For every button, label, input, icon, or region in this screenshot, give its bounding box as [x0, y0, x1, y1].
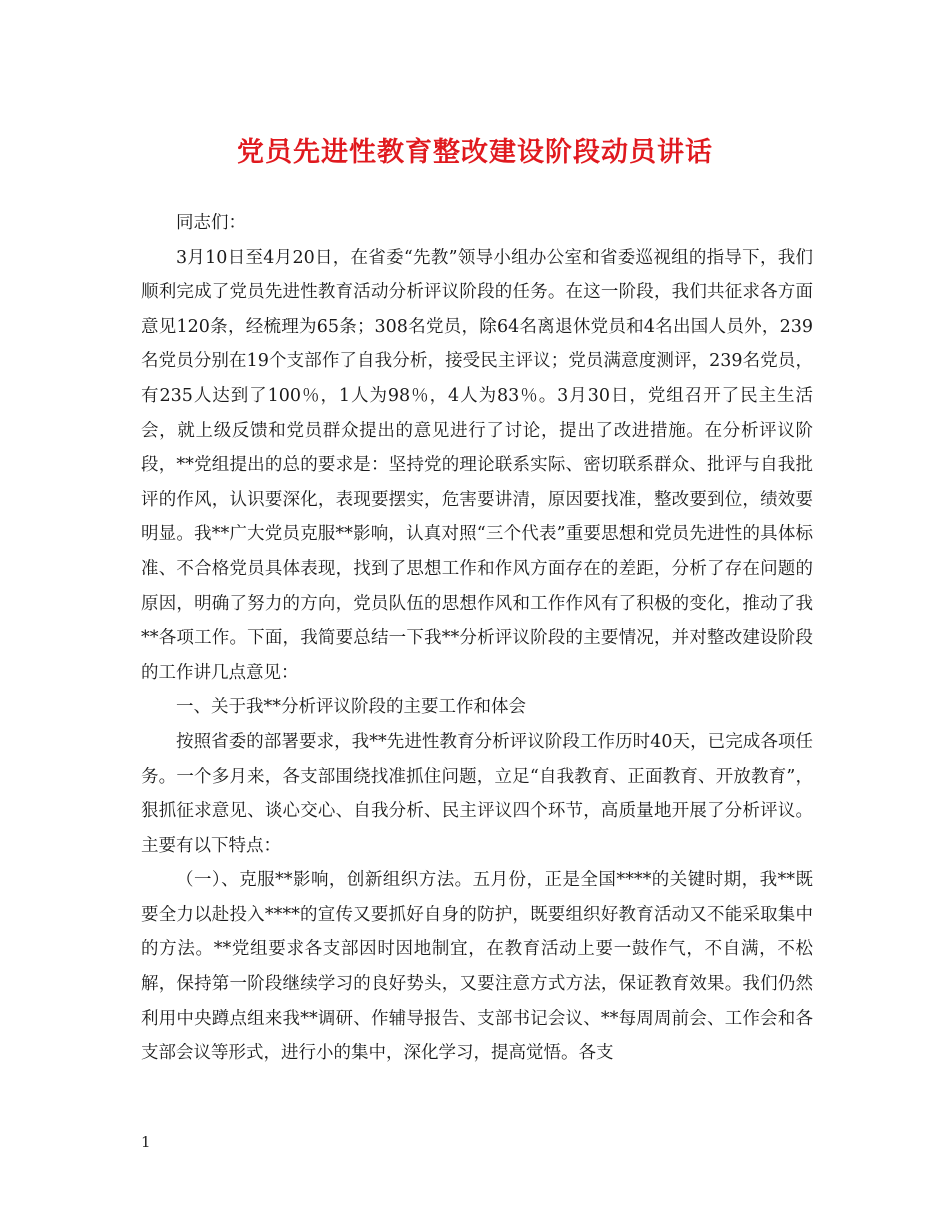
salutation: 同志们： — [176, 213, 246, 233]
document-body — [141, 206, 813, 1071]
paragraph-point-one: （一）、克服**影响，创新组织方法。五月份，正是全国****的关键时期，我**既要全力以赴投入****的宣传又要抓好自身的防护，既要组织好教育活动又不能采取集中的方法。**党组要求各支部因时因地制宜，在教育活动上要一鼓作气，不自满，不松解，保持第一阶段继续学习的良好势头，又要注意方式方法，保证教育效果。我们仍然利用中央蹲点组来我**调研、作辅导报告、支部书记会议、**每周周前会、工作会和各支部会议等形式，进行小的集中，深化学习，提高觉悟。各支 — [141, 870, 813, 1064]
paragraph-section-intro: 按照省委的部署要求，我**先进性教育分析评议阶段工作历时40天，已完成各项任务。一个多月来，各支部围绕找准抓住问题，立足“自我教育、正面教育、开放教育”，狠抓征求意见、谈心交心、自我分析、民主评议四个环节，高质量地开展了分析评议。主要有以下特点： — [141, 731, 813, 856]
document-title: 党员先进性教育整改建设阶段动员讲话 — [237, 137, 713, 168]
paragraph-intro: 3月10日至4月20日，在省委“先教”领导小组办公室和省委巡视组的指导下，我们顺利完成了党员先进性教育活动分析评议阶段的任务。在这一阶段，我们共征求各方面意见120条，经梳理为65条；308名党员，除64名离退休党员和4名出国人员外，239名党员分别在19个支部作了自我分析，接受民主评议；党员满意度测评，239名党员，有235人达到了100％，1人为98％，4人为83％。3月30日，党组召开了民主生活会，就上级反馈和党员群众提出的意见进行了讨论，提出了改进措施。在分析评议阶段，**党组提出的总的要求是：坚持党的理论联系实际、密切联系群众、批评与自我批评的作风，认识要深化，表现要摆实，危害要讲清，原因要找准，整改要到位，绩效要明显。我**广大党员克服**影响，认真对照“三个代表”重要思想和党员先进性的具体标准、不合格党员具体表现，找到了思想工作和作风方面存在的差距，分析了存在问题的原因，明确了努力的方向，党员队伍的思想作风和工作作风有了积极的变化，推动了我**各项工作。下面，我简要总结一下我**分析评议阶段的主要情况，并对整改建设阶段的工作讲几点意见： — [141, 247, 813, 683]
page-number: 1 — [141, 1133, 151, 1151]
section-heading: 一、关于我**分析评议阶段的主要工作和体会 — [176, 697, 526, 718]
